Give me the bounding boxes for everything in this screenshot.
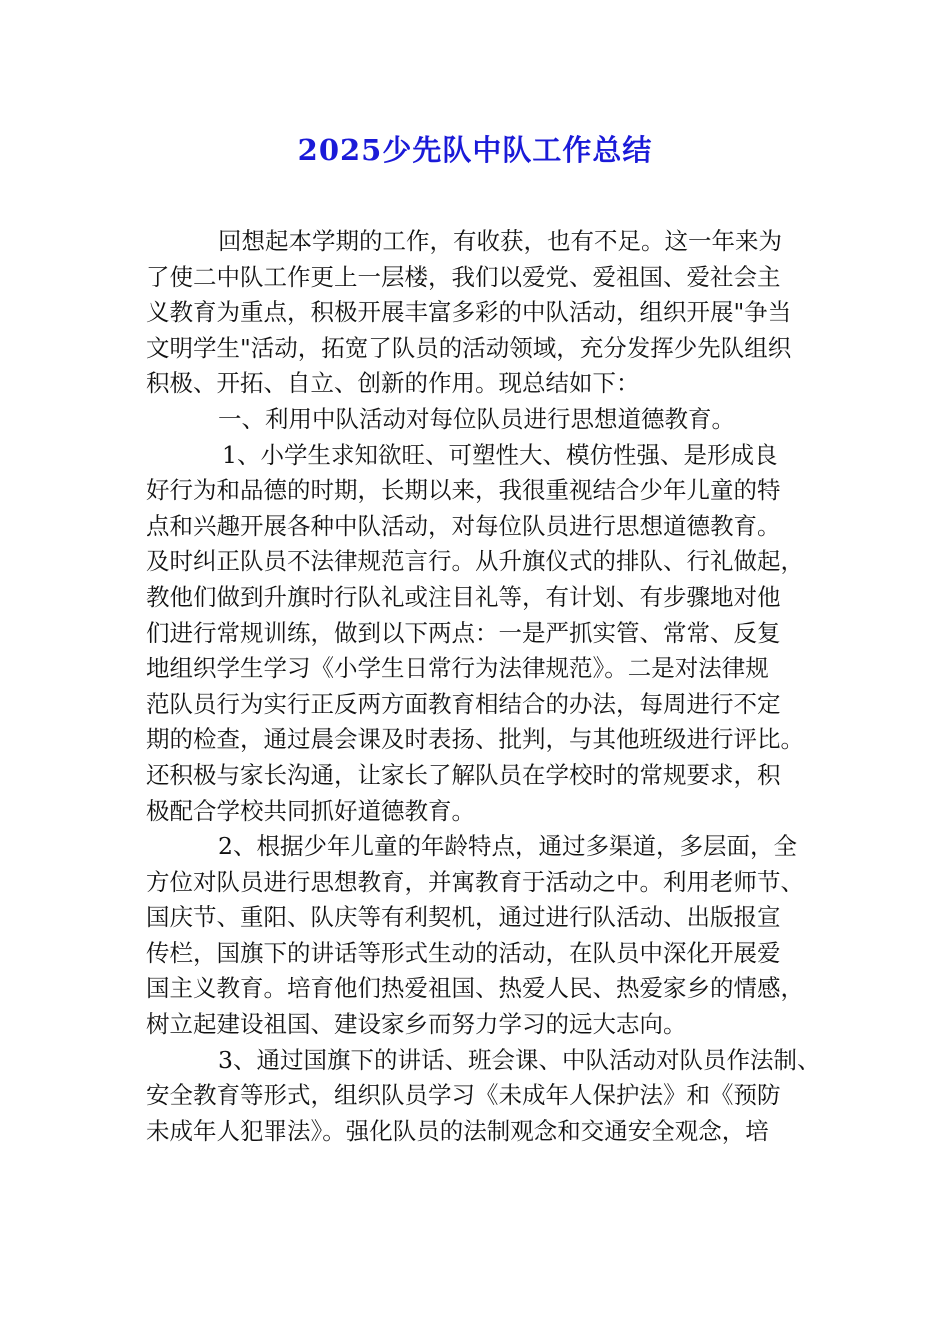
document-title: 2025少先队中队工作总结 (297, 133, 653, 167)
paragraph-line: 安全教育等形式，组织队员学习《未成年人保护法》和《预防 (146, 1081, 781, 1110)
paragraph-line: 们进行常规训练，做到以下两点：一是严抓实管、常常、反复 (146, 618, 781, 647)
paragraph-line: 范队员行为实行正反两方面教育相结合的办法，每周进行不定 (146, 689, 781, 718)
paragraph-line: 了使二中队工作更上一层楼，我们以爱党、爱祖国、爱社会主 (146, 262, 781, 291)
paragraph-line: 传栏，国旗下的讲话等形式生动的活动，在队员中深化开展爱 (146, 938, 781, 967)
paragraph-line: 义教育为重点，积极开展丰富多彩的中队活动，组织开展"争当 (146, 298, 792, 327)
paragraph-line: 国主义教育。培育他们热爱祖国、热爱人民、热爱家乡的情感， (146, 974, 804, 1003)
paragraph-line: 文明学生"活动，拓宽了队员的活动领域，充分发挥少先队组织 (146, 333, 792, 362)
paragraph-line: 地组织学生学习《小学生日常行为法律规范》。二是对法律规 (146, 654, 769, 683)
paragraph-line: 及时纠正队员不法律规范言行。从升旗仪式的排队、行礼做起， (146, 547, 804, 576)
paragraph-line: 还积极与家长沟通，让家长了解队员在学校时的常规要求，积 (146, 760, 781, 789)
paragraph-line: 国庆节、重阳、队庆等有利契机，通过进行队活动、出版报宣 (146, 903, 781, 932)
paragraph-line: 未成年人犯罪法》。强化队员的法制观念和交通安全观念，培 (146, 1116, 769, 1145)
paragraph-line: 好行为和品德的时期，长期以来，我很重视结合少年儿童的特 (146, 476, 781, 505)
paragraph-line: 树立起建设祖国、建设家乡而努力学习的远大志向。 (146, 1010, 687, 1039)
paragraph-line: 3、通过国旗下的讲话、班会课、中队活动对队员作法制、 (218, 1045, 821, 1074)
paragraph-line: 点和兴趣开展各种中队活动，对每位队员进行思想道德教育。 (146, 511, 781, 540)
paragraph-line: 积极、开拓、自立、创新的作用。现总结如下： (146, 369, 640, 398)
paragraph-line: 极配合学校共同抓好道德教育。 (146, 796, 475, 825)
paragraph-line: 期的检查，通过晨会课及时表扬、批判，与其他班级进行评比。 (146, 725, 804, 754)
section-heading: 一、利用中队活动对每位队员进行思想道德教育。 (218, 404, 735, 433)
paragraph-line: 2、根据少年儿童的年龄特点，通过多渠道，多层面，全 (218, 832, 797, 861)
paragraph-line: 回想起本学期的工作，有收获，也有不足。这一年来为 (218, 227, 782, 255)
paragraph-line: 方位对队员进行思想教育，并寓教育于活动之中。利用老师节、 (146, 867, 804, 896)
paragraph-line: 1、小学生求知欲旺、可塑性大、模仿性强、是形成良 (222, 440, 778, 469)
paragraph-line: 教他们做到升旗时行队礼或注目礼等，有计划、有步骤地对他 (146, 582, 781, 611)
document-body (146, 224, 821, 1149)
